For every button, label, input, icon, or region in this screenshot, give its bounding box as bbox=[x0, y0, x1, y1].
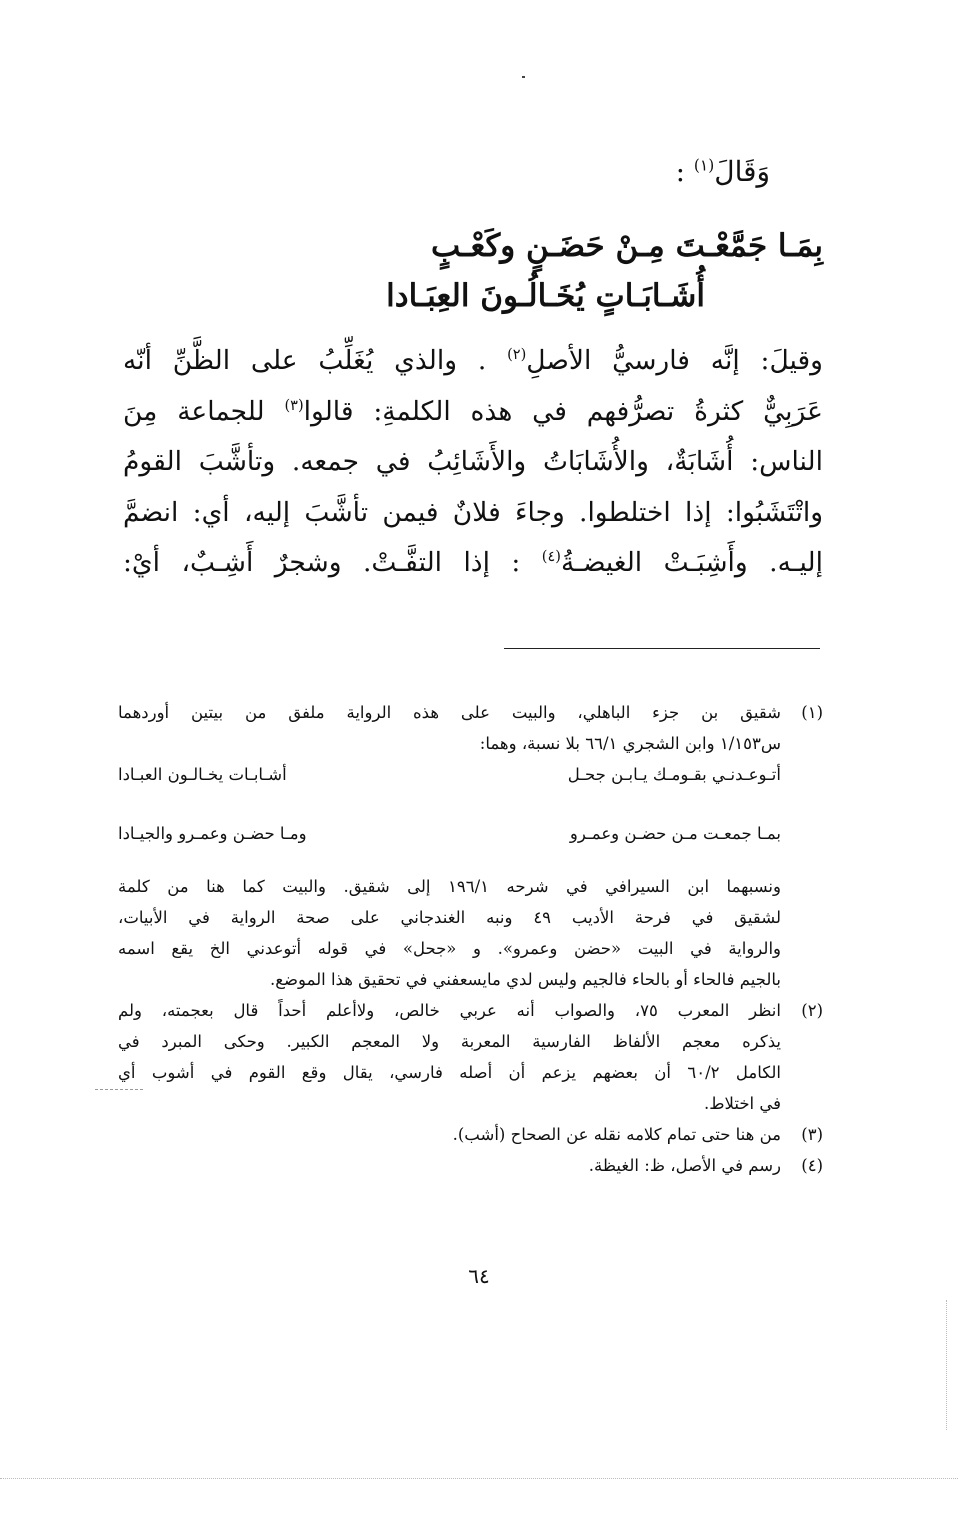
poem-hemistich: ومـا حضـن وعمـرو والجيـادا bbox=[118, 824, 307, 843]
footnote-ref-2[interactable]: (٢) bbox=[507, 346, 527, 364]
paragraph-line: الناس: أُشَابَةٌ، والأُشَابَاتُ والأَشَائِبُ في جمعه. وتأشَّبَ القومُ bbox=[123, 446, 823, 477]
footnote-line: والرواية في البيت «حضن وعمرو». و «جحل» في قوله أتوعدني الخ يقع اسمه bbox=[118, 939, 781, 958]
footnote-body bbox=[118, 697, 781, 995]
footnote-line: شقيق بن جزء الباهلي، والبيت على هذه الرواية ملفق من بيتين أوردهما bbox=[118, 703, 781, 722]
footnote-poem-line bbox=[118, 818, 781, 849]
footnote-body bbox=[118, 1119, 781, 1150]
footnote-line: انظر المعرب ٧٥، والصواب أنه عربي خالص، ولاأعلم أحداً قال بعجمته، ولم bbox=[118, 1001, 781, 1020]
paragraph-line: واتْتَشَبُوا: إذا اختلطوا. وجاءَ فلانٌ فيمن تأشَّبَ إليه، أي: انضمَّ bbox=[123, 496, 823, 528]
verse-line-1: بِمَـا جَمَّعْـتَ مِـنْ حَضَـنٍ وكَعْـبٍ bbox=[430, 228, 823, 264]
footnote-ref-3[interactable]: (٣) bbox=[284, 396, 304, 414]
verse-line-2: أُشَـابَـاتٍ يُخَـالُـونَ العِبَـادا bbox=[386, 278, 705, 314]
intro-footnote-ref[interactable]: (١) bbox=[693, 156, 715, 175]
footnote-body bbox=[118, 995, 781, 1119]
footnote-line: في اختلاط. bbox=[704, 1094, 781, 1113]
footnotes bbox=[118, 697, 823, 1181]
poem-hemistich: أشـابـات يخـالـون العبـادا bbox=[118, 765, 287, 784]
scan-mark bbox=[95, 1089, 143, 1090]
footnote-line: لشقيق في فرحة الأديب ٤٩ ونبه الغندجاني على صحة الرواية في الأبيات، bbox=[118, 908, 781, 927]
footnote-line: بالجيم فالحاء أو بالحاء فالجيم وليس لدي مايسعفني في تحقيق هذا الموضع. bbox=[270, 970, 781, 989]
footnote-number: (٢) bbox=[801, 1001, 823, 1020]
footnote-line: الكامل ٦٠/٢ أن بعضهم يزعم أن أصله فارسي، يقال وقع القوم في أشوب أي bbox=[118, 1063, 781, 1082]
footnote-line: يذكره معجم الألفاظ الفارسية المعربة ولا المعجم الكبير. وحكى المبرد في bbox=[118, 1032, 781, 1051]
footnote-separator bbox=[504, 648, 820, 649]
text-segment: إليـه. وأَشِبَـتْ الغيضـةُ bbox=[560, 547, 823, 578]
footnote-number: (٤) bbox=[801, 1156, 823, 1175]
intro-colon: : bbox=[675, 155, 685, 188]
footnote-line: من هنا حتى تمام كلامه نقله عن الصحاح (أشب). bbox=[452, 1125, 781, 1144]
paragraph-line bbox=[123, 387, 823, 438]
intro-word: وَقَالَ bbox=[714, 155, 770, 188]
scan-edge-horizontal bbox=[0, 1478, 958, 1479]
scan-edge-vertical bbox=[946, 1300, 947, 1430]
poem-hemistich: أتـوعـدنـي بقـومـك يـابـن جحـل bbox=[567, 765, 781, 784]
verse-intro bbox=[676, 152, 770, 192]
text-segment: : إذا التفَّـتْ. وشجرٌ أَشِـبٌ، أيْ: bbox=[123, 547, 521, 578]
footnote-1 bbox=[118, 697, 823, 995]
footnote-line: رسم في الأصل، ظ: الغيظة. bbox=[588, 1156, 781, 1175]
paragraph-line bbox=[123, 538, 823, 589]
poem-hemistich: بمـا جمعـت مـن حضـن وعمـرو bbox=[569, 824, 781, 843]
footnote-4 bbox=[118, 1150, 823, 1181]
footnote-2 bbox=[118, 995, 823, 1119]
footnote-number: (٣) bbox=[801, 1125, 823, 1144]
footnote-3 bbox=[118, 1119, 823, 1150]
text-segment: وقيلَ: إنَّه فارسيُّ الأصلِ bbox=[526, 345, 823, 376]
page-number: ٦٤ bbox=[468, 1264, 490, 1288]
scan-speck bbox=[522, 76, 525, 78]
text-segment: للجماعة مِنَ bbox=[123, 395, 265, 427]
paragraph-line bbox=[123, 336, 823, 387]
footnote-line: ونسبهما ابن السيرافي في شرحه ١٩٦/١ إلى شقيق. والبيت كما هنا من كلمة bbox=[118, 877, 781, 896]
footnote-body bbox=[118, 1150, 781, 1181]
text-segment: . والذي يُغَلِّبُ على الظَّنِّ أنّه bbox=[123, 345, 487, 376]
footnote-number: (١) bbox=[801, 703, 823, 722]
footnote-ref-4[interactable]: (٤) bbox=[541, 548, 561, 566]
footnote-line: س١/١٥٣ وابن الشجري ٦٦/١ بلا نسبة، وهما: bbox=[479, 734, 781, 753]
text-segment: عَرَبِيٌّ كثرةُ تصرُّفهم في هذه الكلمةِ: قالوا bbox=[303, 395, 823, 427]
footnote-poem-line bbox=[118, 759, 781, 790]
main-paragraph bbox=[123, 336, 823, 589]
